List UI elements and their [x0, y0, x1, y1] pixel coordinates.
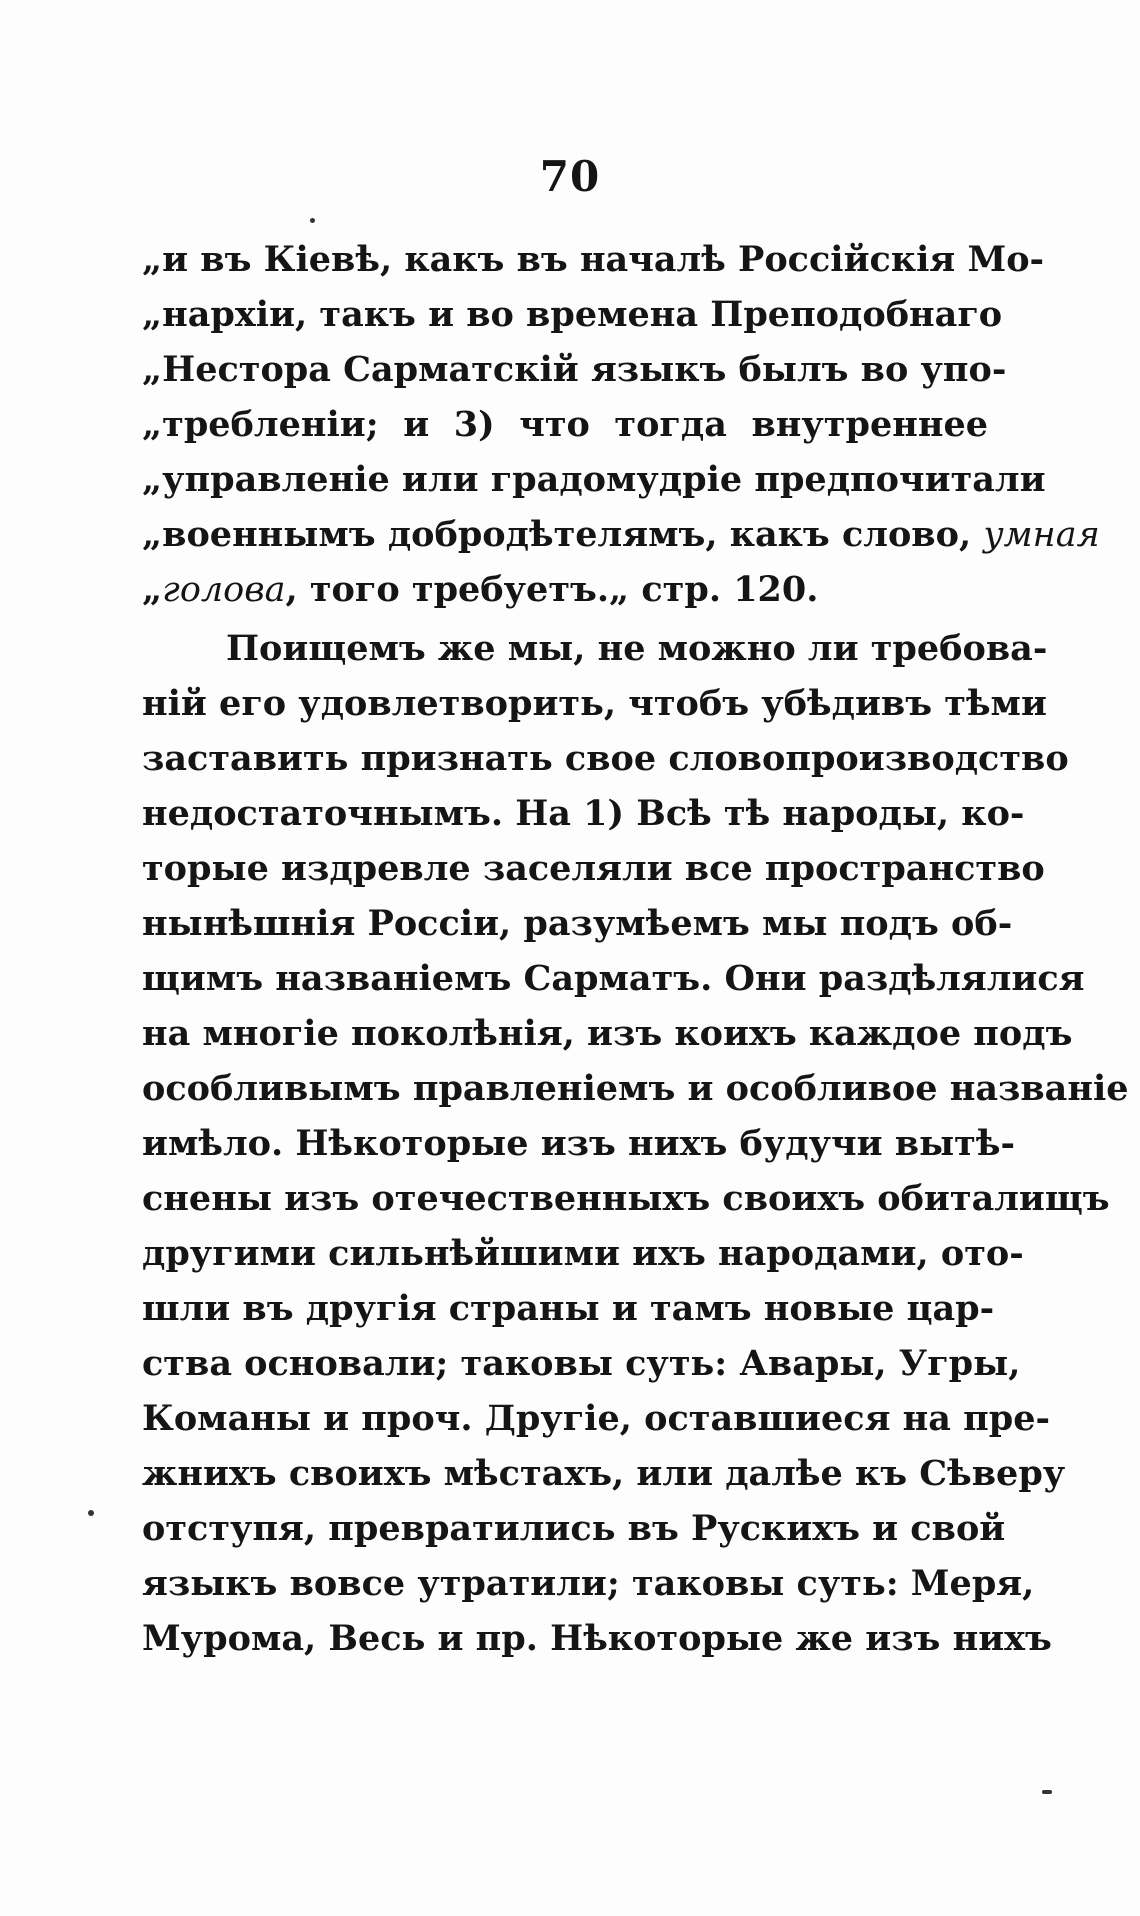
text-line: „требленіи; и 3) что тогда внутреннее [142, 404, 988, 445]
text-line: жнихъ своихъ мѣстахъ, или далѣе къ Сѣверу [142, 1453, 1066, 1494]
page-number: 70 [539, 152, 601, 201]
text-line: Мурома, Весь и пр. Нѣкоторые же изъ нихъ [142, 1618, 1052, 1659]
italic-word: голова [162, 570, 286, 610]
text-line: особливымъ правленіемъ и особливое названіе [142, 1068, 1129, 1109]
text-line: „Нестора Сарматскій языкъ былъ во упо- [142, 349, 1007, 390]
text-line: снены изъ отечественныхъ своихъ обиталищъ [142, 1178, 1110, 1219]
text-fragment: „военнымъ добродѣтелямъ, какъ слово, [142, 514, 984, 555]
print-speck [310, 218, 315, 223]
text-line: заставить признать свое словопроизводство [142, 738, 1069, 779]
print-speck [88, 1510, 94, 1516]
text-line: „и въ Кіевѣ, какъ въ началѣ Россійскія Мо- [142, 239, 1045, 280]
text-line: „управленіе или градомудріе предпочитали [142, 459, 1046, 500]
text-line: отступя, превратились въ Рускихъ и свой [142, 1508, 1006, 1549]
text-line: шли въ другія страны и тамъ новые цар- [142, 1288, 995, 1329]
text-line: Поищемъ же мы, не можно ли требова- [226, 628, 1048, 669]
text-line: щимъ названіемъ Сарматъ. Они раздѣлялися [142, 958, 1085, 999]
text-line: ній его удовлетворить, чтобъ убѣдивъ тѣми [142, 683, 1047, 724]
text-fragment: „ [142, 569, 163, 610]
text-line: имѣло. Нѣкоторые изъ нихъ будучи вытѣ- [142, 1123, 1015, 1164]
text-line: „нархіи, такъ и во времена Преподобнаго [142, 294, 1003, 335]
text-line: другими сильнѣйшими ихъ народами, ото- [142, 1233, 1024, 1274]
print-speck [1042, 1790, 1052, 1794]
text-line: ства основали; таковы суть: Авары, Угры, [142, 1343, 1021, 1384]
text-line: языкъ вовсе утратили; таковы суть: Меря, [142, 1563, 1035, 1604]
text-line: нынѣшнія Россіи, разумѣемъ мы подъ об- [142, 903, 1013, 944]
text-line [142, 507, 1100, 562]
text-line: торые издревле заселяли все пространство [142, 848, 1045, 889]
text-fragment: , того требуетъ.„ стр. 120. [285, 569, 819, 610]
text-line: недостаточнымъ. На 1) Всѣ тѣ народы, ко- [142, 793, 1025, 834]
italic-word: умная [983, 515, 1100, 555]
text-line: на многіе поколѣнія, изъ коихъ каждое подъ [142, 1013, 1073, 1054]
text-line: Команы и проч. Другіе, оставшиеся на пре- [142, 1398, 1051, 1439]
body-text [142, 232, 1129, 1666]
text-line [142, 562, 988, 617]
